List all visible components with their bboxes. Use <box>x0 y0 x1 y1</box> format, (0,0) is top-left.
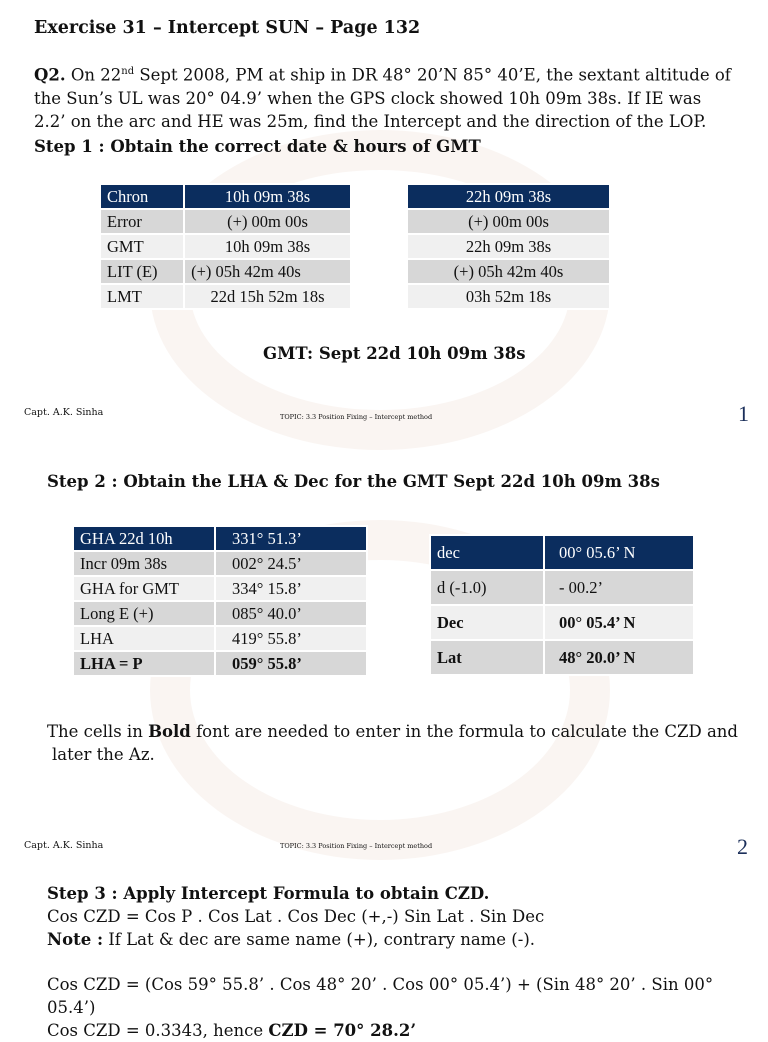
step3-result-start: Cos CZD = 0.3343, hence <box>47 1021 269 1040</box>
table-row <box>73 526 367 551</box>
question-text-end: Sept 2008, PM at ship in DR 48° 20’N 85° 40’E, the sextant altitude of the Sun’s UL was 20° 04.9’ when the GPS clock showed 10h 09m 38s. If IE was 2.2’ on the arc and HE was 25m, find the Intercept and the direction of the LOP. <box>34 65 731 131</box>
table-cell: GHA 22d 10h <box>73 526 215 551</box>
table-cell: - 00.2’ <box>544 570 694 605</box>
table-row <box>430 570 694 605</box>
step2-right-table <box>429 534 695 676</box>
table-row <box>100 184 351 209</box>
table-row <box>100 234 351 259</box>
table-cell: 334° 15.8’ <box>215 576 367 601</box>
table-cell: 00° 05.6’ N <box>544 535 694 570</box>
table-cell: 00° 05.4’ N <box>544 605 694 640</box>
bold-note-end: font are needed to enter in the formula to calculate the CZD and <box>190 722 738 741</box>
table-row <box>73 651 367 676</box>
table-row <box>73 576 367 601</box>
table-cell: Incr 09m 38s <box>73 551 215 576</box>
step3-formula: Cos CZD = Cos P . Cos Lat . Cos Dec (+,-) Sin Lat . Sin Dec <box>47 907 545 926</box>
bold-note <box>47 720 747 766</box>
table-cell: (+) 00m 00s <box>407 209 610 234</box>
bold-note-bold: Bold <box>148 722 191 741</box>
table-cell: 22h 09m 38s <box>407 234 610 259</box>
step3-result-bold: CZD = 70° 28.2’ <box>268 1021 417 1040</box>
table-cell: LMT <box>100 284 184 309</box>
table-cell: 10h 09m 38s <box>184 234 351 259</box>
table-cell: d (-1.0) <box>430 570 544 605</box>
table-row <box>100 284 351 309</box>
step2-left-table <box>72 525 368 677</box>
table-cell: 03h 52m 18s <box>407 284 610 309</box>
table-cell: LHA = P <box>73 651 215 676</box>
step2-heading: Step 2 : Obtain the LHA & Dec for the GMT Sept 22d 10h 09m 38s <box>47 472 660 491</box>
step3-note-label: Note : <box>47 930 104 949</box>
table-cell: (+) 00m 00s <box>184 209 351 234</box>
page-number: 2 <box>737 834 748 859</box>
table-row <box>430 640 694 675</box>
table-cell: 48° 20.0’ N <box>544 640 694 675</box>
footer-author: Capt. A.K. Sinha <box>24 840 104 851</box>
table-row <box>407 184 610 209</box>
step1-heading: Step 1 : Obtain the correct date & hours of GMT <box>34 137 481 156</box>
page-number: 1 <box>738 401 749 426</box>
table-cell: Long E (+) <box>73 601 215 626</box>
question-label: Q2. <box>34 65 66 85</box>
step3-result <box>47 1019 762 1042</box>
table-row <box>430 605 694 640</box>
table-row <box>100 209 351 234</box>
table-cell: 331° 51.3’ <box>215 526 367 551</box>
table-cell: Error <box>100 209 184 234</box>
table-row <box>73 626 367 651</box>
step3-heading: Step 3 : Apply Intercept Formula to obtain CZD. <box>47 884 490 903</box>
table-row <box>407 284 610 309</box>
table-cell: LIT (E) <box>100 259 184 284</box>
table-cell: (+) 05h 42m 40s <box>407 259 610 284</box>
table-row <box>430 535 694 570</box>
table-cell: 22d 15h 52m 18s <box>184 284 351 309</box>
table-cell: Chron <box>100 184 184 209</box>
step1-left-table <box>99 183 352 310</box>
table-cell: LHA <box>73 626 215 651</box>
table-cell: GHA for GMT <box>73 576 215 601</box>
table-cell: Dec <box>430 605 544 640</box>
question-text <box>34 60 734 133</box>
bold-note-start: The cells in <box>47 722 149 741</box>
table-row <box>73 551 367 576</box>
table-row <box>407 259 610 284</box>
footer-topic: TOPIC: 3.3 Position Fixing – Intercept method <box>280 842 433 850</box>
step3-block <box>47 882 762 1042</box>
table-row <box>100 259 351 284</box>
table-cell: GMT <box>100 234 184 259</box>
table-row <box>407 234 610 259</box>
step3-note <box>47 928 762 951</box>
footer-author: Capt. A.K. Sinha <box>24 407 104 418</box>
table-cell: 059° 55.8’ <box>215 651 367 676</box>
table-cell: 085° 40.0’ <box>215 601 367 626</box>
table-row <box>73 601 367 626</box>
step3-note-text: If Lat & dec are same name (+), contrary name (-). <box>103 930 536 949</box>
table-row <box>407 209 610 234</box>
step1-right-table <box>406 183 611 310</box>
footer-topic: TOPIC: 3.3 Position Fixing – Intercept method <box>280 413 433 421</box>
table-cell: dec <box>430 535 544 570</box>
table-cell: (+) 05h 42m 40s <box>184 259 351 284</box>
gmt-result: GMT: Sept 22d 10h 09m 38s <box>263 344 526 363</box>
table-cell: 419° 55.8’ <box>215 626 367 651</box>
table-cell: 10h 09m 38s <box>184 184 351 209</box>
table-cell: 22h 09m 38s <box>407 184 610 209</box>
step3-calculation: Cos CZD = (Cos 59° 55.8’ . Cos 48° 20’ . Cos 00° 05.4’) + (Sin 48° 20’ . Sin 00° 05.4’) <box>47 975 714 1017</box>
question-text-start: On 22 <box>70 65 122 85</box>
question-sup: nd <box>121 66 135 77</box>
bold-note-line2: later the Az. <box>52 745 155 764</box>
table-cell: 002° 24.5’ <box>215 551 367 576</box>
page-title: Exercise 31 – Intercept SUN – Page 132 <box>34 18 421 38</box>
table-cell: Lat <box>430 640 544 675</box>
